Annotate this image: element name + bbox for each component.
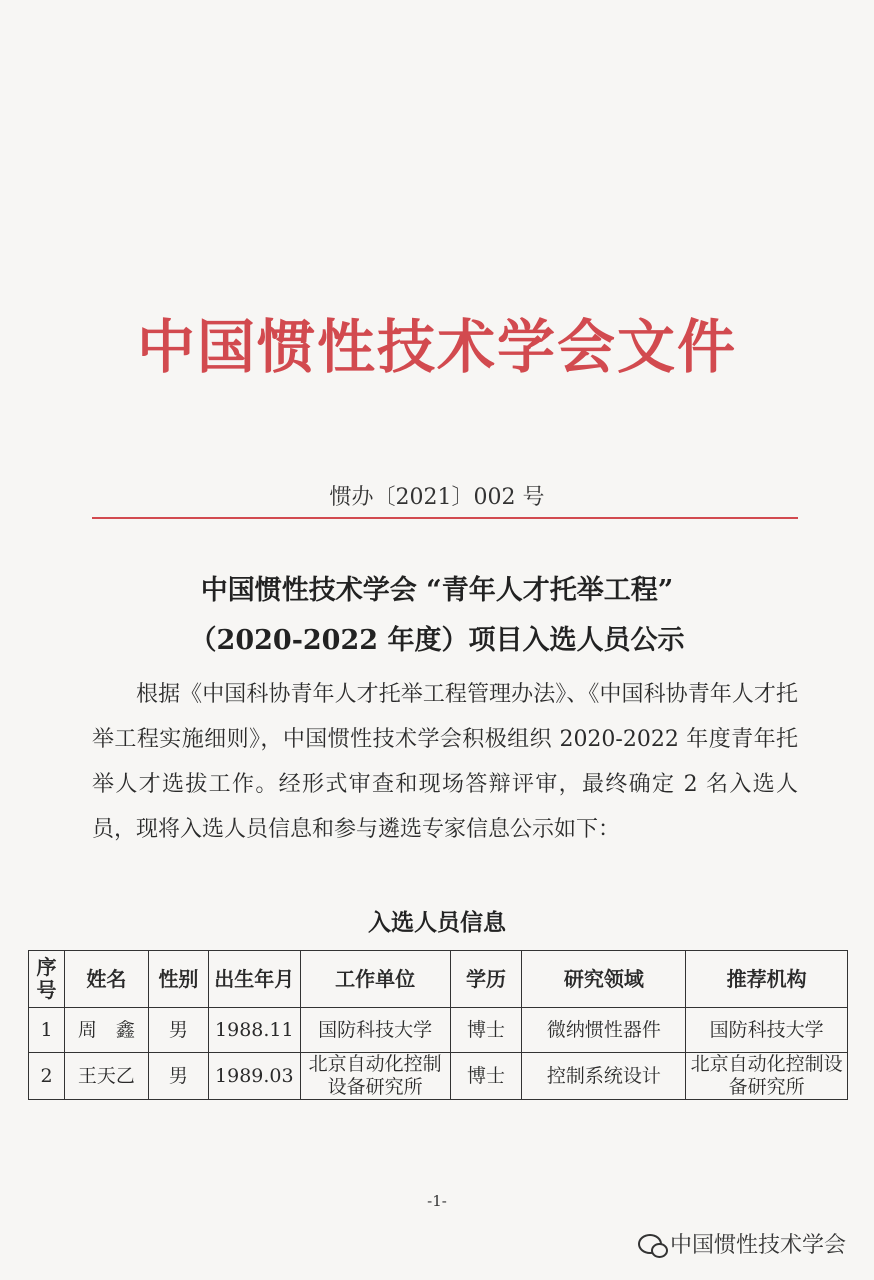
header-birth: 出生年月 xyxy=(208,951,300,1008)
header-recommender: 推荐机构 xyxy=(686,951,848,1008)
wechat-icon xyxy=(638,1234,662,1254)
cell-degree: 博士 xyxy=(450,1008,522,1053)
cell-research-field: 控制系统设计 xyxy=(522,1053,686,1100)
header-employer: 工作单位 xyxy=(300,951,450,1008)
cell-name: 周 鑫 xyxy=(64,1008,148,1053)
table-header-row xyxy=(29,951,848,1008)
watermark-label: 中国惯性技术学会 xyxy=(669,1233,846,1258)
red-divider xyxy=(92,517,798,519)
cell-gender: 男 xyxy=(148,1053,208,1100)
notice-title-line2: （2020-2022 年度）项目入选人员公示 xyxy=(189,625,685,656)
table-row xyxy=(29,1008,848,1053)
wechat-watermark xyxy=(638,1228,846,1259)
cell-gender: 男 xyxy=(148,1008,208,1053)
header-gender: 性别 xyxy=(148,951,208,1008)
header-degree: 学历 xyxy=(450,951,522,1008)
table-row xyxy=(29,1053,848,1100)
cell-index: 2 xyxy=(29,1053,65,1100)
header-research-field: 研究领域 xyxy=(522,951,686,1008)
cell-employer: 北京自动化控制设备研究所 xyxy=(300,1053,450,1100)
notice-body: 根据《中国科协青年人才托举工程管理办法》、《中国科协青年人才托举工程实施细则》，中国惯性技术学会积极组织 2020-2022 年度青年托举人才选拔工作。经形式审查和现场答辩评审，最终确定 2 名入选人员，现将入选人员信息和参与遴选专家信息公示如下： xyxy=(92,682,798,842)
cell-research-field: 微纳惯性器件 xyxy=(522,1008,686,1053)
header-name: 姓名 xyxy=(64,951,148,1008)
cell-birth: 1989.03 xyxy=(208,1053,300,1100)
table-title: 入选人员信息 xyxy=(368,909,506,936)
selected-personnel-table xyxy=(28,950,848,1100)
cell-birth: 1988.11 xyxy=(208,1008,300,1053)
document-number: 惯办〔2021〕002 号 xyxy=(329,485,545,510)
cell-employer: 国防科技大学 xyxy=(300,1008,450,1053)
notice-title-line1: 中国惯性技术学会 “青年人才托举工程” xyxy=(200,575,674,606)
cell-index: 1 xyxy=(29,1008,65,1053)
page-number: -1- xyxy=(427,1192,447,1210)
cell-recommender: 国防科技大学 xyxy=(686,1008,848,1053)
cell-degree: 博士 xyxy=(450,1053,522,1100)
header-index: 序号 xyxy=(29,951,65,1008)
cell-name: 王天乙 xyxy=(64,1053,148,1100)
cell-recommender: 北京自动化控制设备研究所 xyxy=(686,1053,848,1100)
org-document-title: 中国惯性技术学会文件 xyxy=(136,313,737,381)
